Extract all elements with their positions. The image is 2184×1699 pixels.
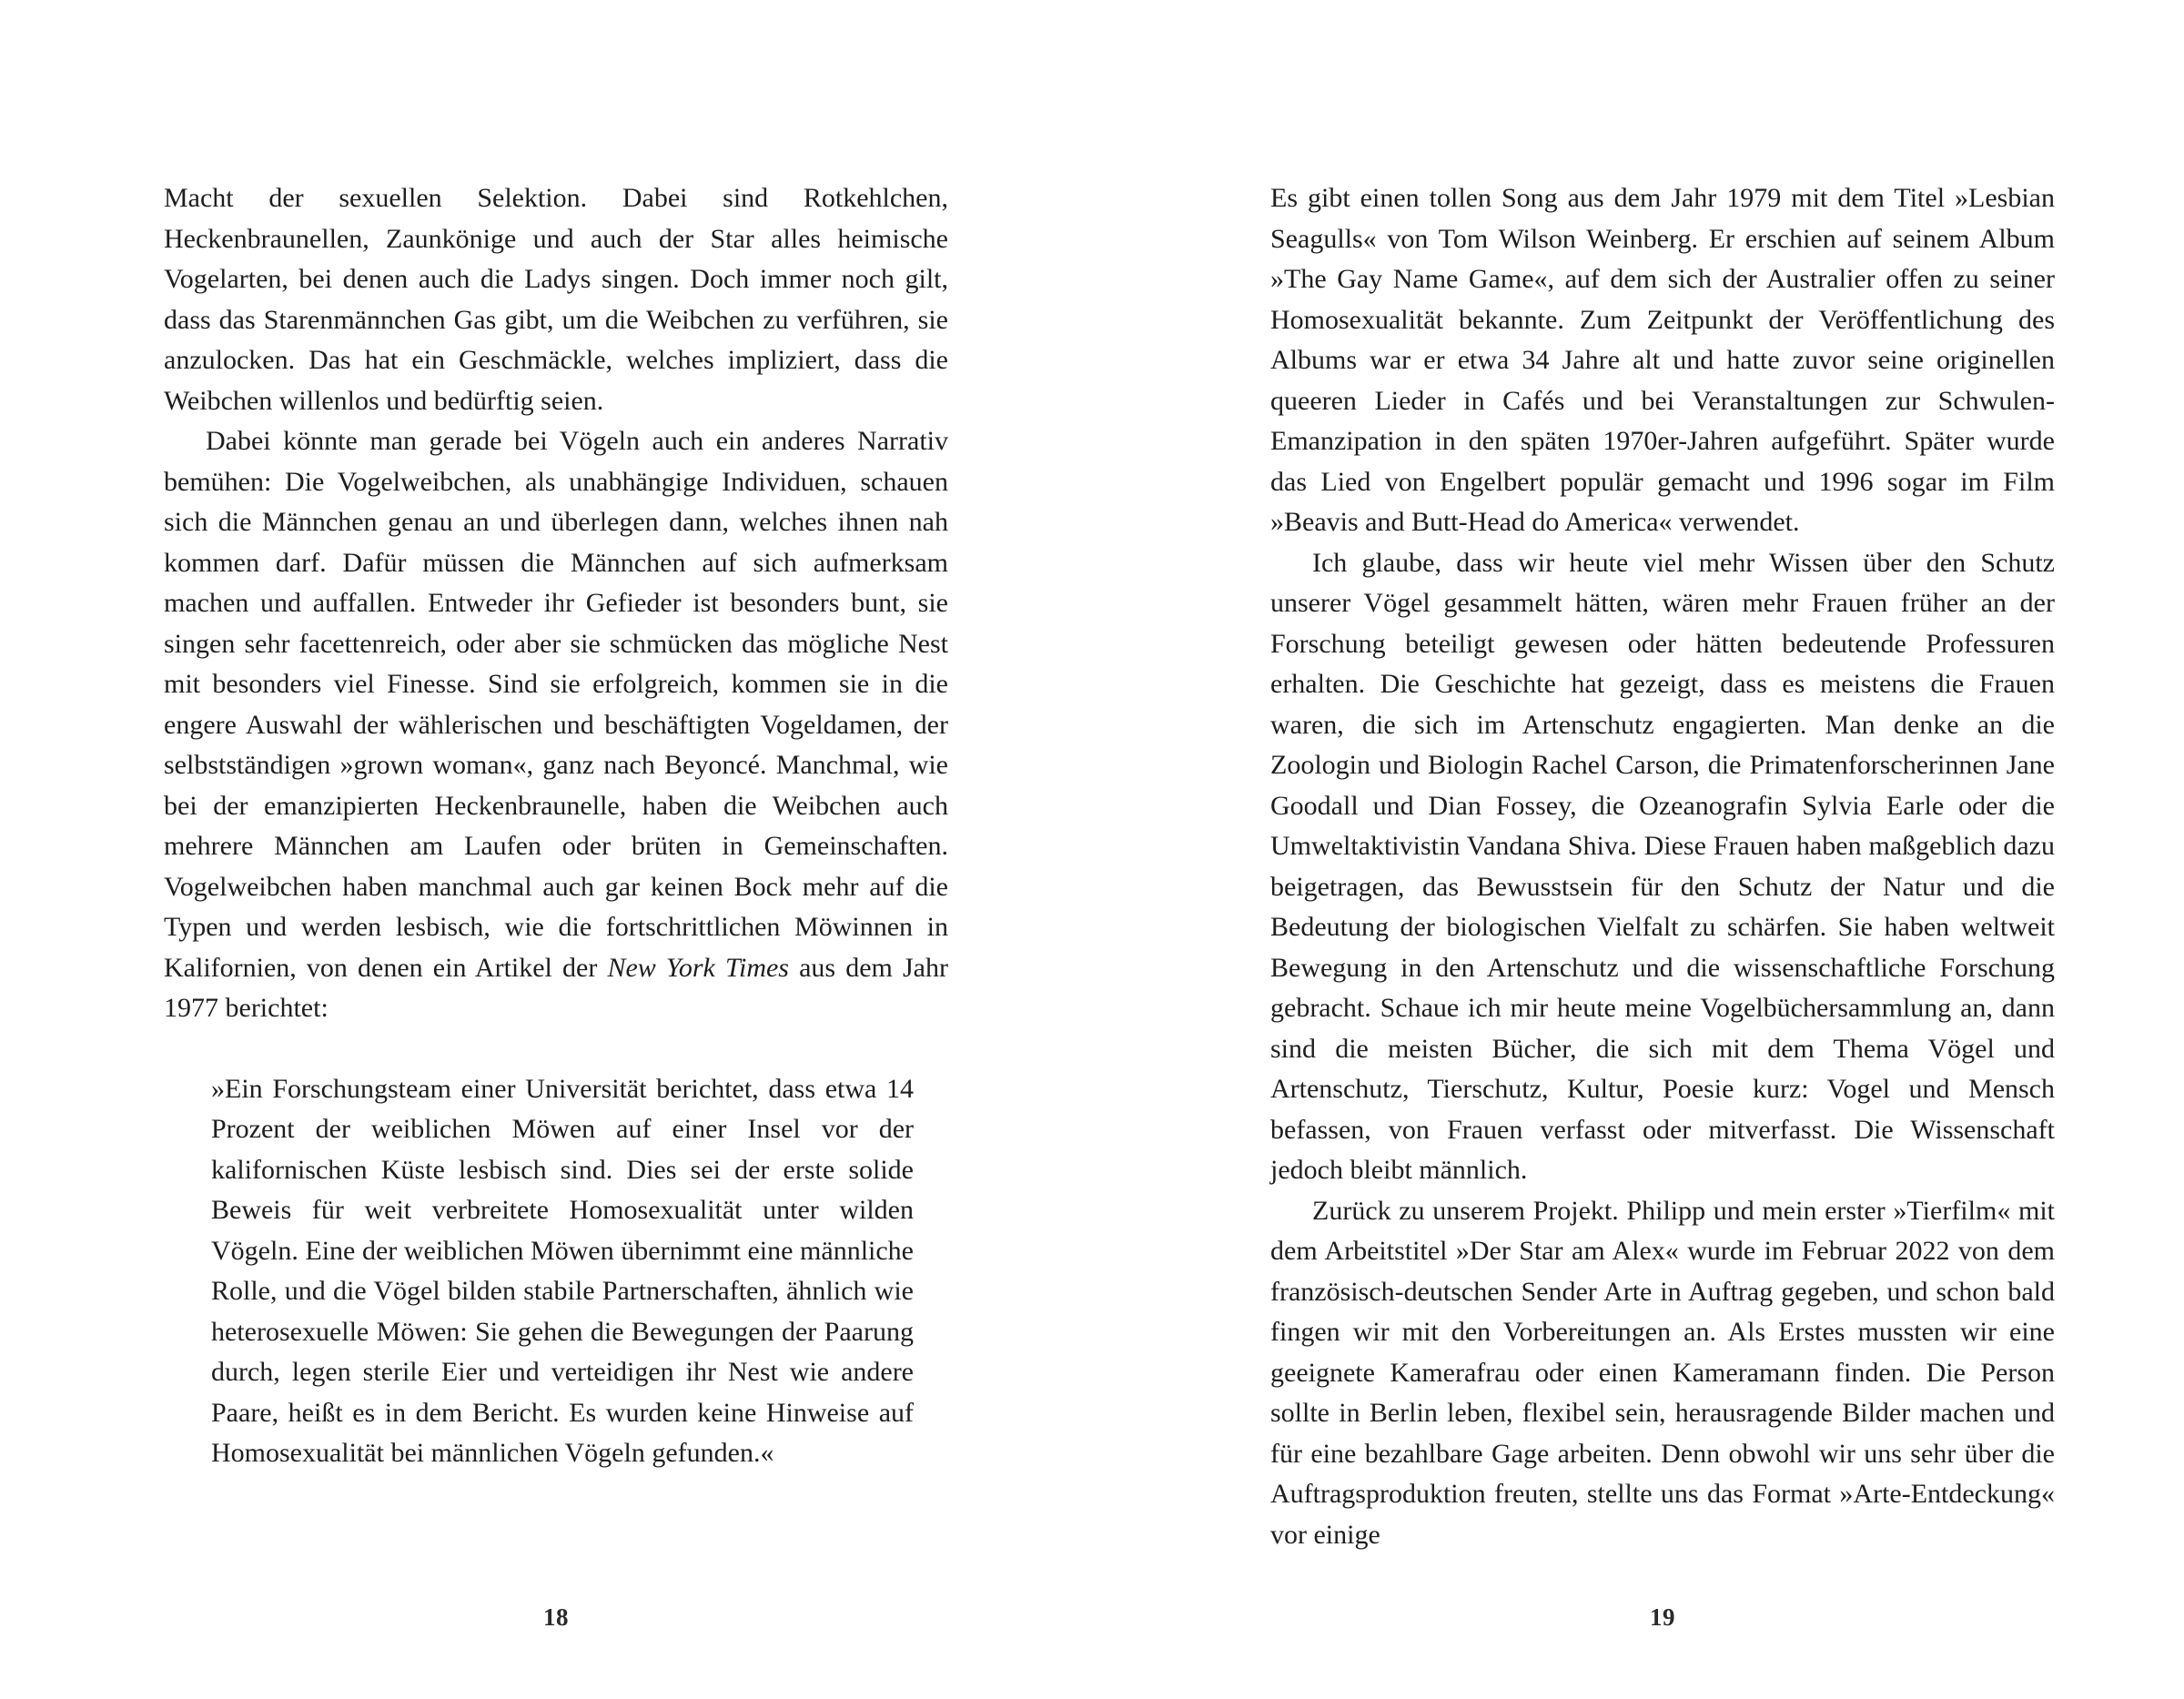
left-text-column — [164, 178, 948, 1474]
block-quote: »Ein Forschungsteam einer Universität berichtet, dass etwa 14 Prozent der weiblichen Möwen auf einer Insel vor der kalifornischen Küste lesbisch sind. Dies sei der erste solide Beweis für weit verbreitete Homosexualität unter wilden Vögeln. Eine der weiblichen Möwen übernimmt eine männliche Rolle, und die Vögel bilden stabile Partnerschaften, ähnlich wie heterosexuelle Möwen: Sie gehen die Bewegungen der Paarung durch, legen sterile Eier und verteidigen ihr Nest wie andere Paare, heißt es in dem Bericht. Es wurden keine Hinweise auf Homosexualität bei männlichen Vögeln gefunden.« — [211, 1073, 914, 1468]
right-text-column — [1270, 178, 2055, 1555]
paragraph: Ich glaube, dass wir heute viel mehr Wissen über den Schutz unserer Vögel gesammelt hätten, wären mehr Frauen früher an der Forschung beteiligt gewesen oder hätten bedeutende Professuren erhalten. Die Geschichte hat gezeigt, dass es meistens die Frauen waren, die sich im Artenschutz engagierten. Man denke an die Zoologin und Biologin Rachel Carson, die Primatenforscherinnen Jane Goodall und Dian Fossey, die Ozeanografin Sylvia Earle oder die Umweltaktivistin Vandana Shiva. Diese Frauen haben maßgeblich dazu beigetragen, das Bewusstsein für den Schutz der Natur und die Bedeutung der biologischen Vielfalt zu schärfen. Sie haben weltweit Bewegung in den Artenschutz und die wissenschaftliche Forschung gebracht. Schaue ich mir heute meine Vogelbüchersammlung an, dann sind die meisten Bücher, die sich mit dem Thema Vögel und Artenschutz, Tierschutz, Kultur, Poesie kurz: Vogel und Mensch befassen, von Frauen verfasst oder mitverfasst. Die Wissenschaft jedoch bleibt männlich. — [1270, 547, 2055, 1185]
paragraph-continuation: Macht der sexuellen Selektion. Dabei sind Rotkehlchen, Heckenbraunellen, Zaunkönige und auch der Star alles heimische Vogelarten, bei denen auch die Ladys singen. Doch immer noch gilt, dass das Starenmännchen Gas gibt, um die Weibchen zu verführen, sie anzulocken. Das hat ein Geschmäckle, welches impliziert, dass die Weibchen willenlos und bedürftig seien. — [164, 183, 948, 416]
paragraph — [164, 421, 948, 1029]
newspaper-title-italic: New York Times — [607, 952, 789, 983]
page-number-right: 19 — [1650, 1603, 1675, 1631]
paragraph-text: Dabei könnte man gerade bei Vögeln auch ein anderes Narrativ bemühen: Die Vogelweibchen, als unabhängige Individuen, schauen sich die Männchen genau an und überlegen dann, welches ihnen nah kommen darf. Dafür müssen die Männchen auf sich aufmerksam machen und auffallen. Entweder ihr Gefieder ist besonders bunt, sie singen sehr facettenreich, oder aber sie schmücken das mögliche Nest mit besonders viel Finesse. Sind sie erfolgreich, kommen sie in die engere Auswahl der wählerischen und beschäftigten Vogeldamen, der selbstständigen »grown woman«, ganz nach Beyoncé. Manchmal, wie bei der emanzipierten Heckenbraunelle, haben die Weibchen auch mehrere Männchen am Laufen oder brüten in Gemeinschaften. Vogelweibchen haben manchmal auch gar keinen Bock mehr auf die Typen und werden lesbisch, wie die fortschrittlichen Möwinnen in Kalifornien, von denen ein Artikel der — [164, 426, 948, 983]
paragraph: Es gibt einen tollen Song aus dem Jahr 1979 mit dem Titel »Lesbian Seagulls« von Tom Wilson Weinberg. Er erschien auf seinem Album »The Gay Name Game«, auf dem sich der Australier offen zu seiner Homosexualität bekannte. Zum Zeitpunkt der Veröffentlichung des Albums war er etwa 34 Jahre alt und hatte zuvor seine originellen queeren Lieder in Cafés und bei Veranstaltungen zur Schwulen-Emanzipation in den späten 1970er-Jahren aufgeführt. Später wurde das Lied von Engelbert populär gemacht und 1996 sogar im Film »Beavis and Butt-Head do America« verwendet. — [1270, 183, 2055, 537]
paragraph: Zurück zu unserem Projekt. Philipp und mein erster »Tierfilm« mit dem Arbeitstitel »Der Star am Alex« wurde im Februar 2022 von dem französisch-deutschen Sender Arte in Auftrag gegeben, und schon bald fingen wir mit den Vorbereitungen an. Als Erstes mussten wir eine geeignete Kamerafrau oder einen Kameramann finden. Die Person sollte in Berlin leben, flexibel sein, herausragende Bilder machen und für eine bezahlbare Gage arbeiten. Denn obwohl wir uns sehr über die Auftragsproduktion freuten, stellte uns das Format »Arte-Entdeckung« vor einige — [1270, 1195, 2055, 1550]
page-number-left: 18 — [543, 1603, 569, 1631]
paragraph-text: aus dem Jahr 1977 berichtet: — [164, 952, 948, 1023]
